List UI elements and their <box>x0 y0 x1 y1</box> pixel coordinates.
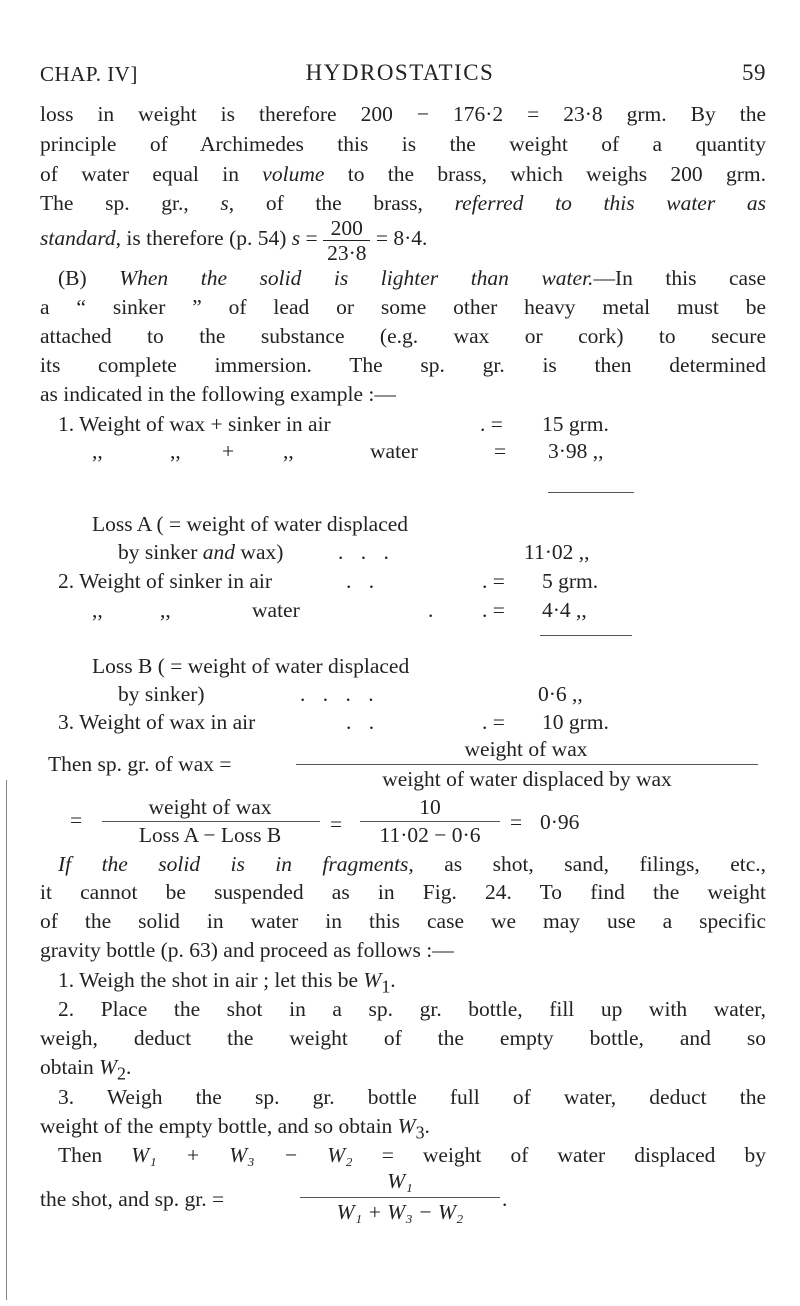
table-row-value: 15 grm. <box>542 412 609 436</box>
table-row-value: 11·02 ,, <box>524 540 590 564</box>
formula-numerator: W₁ <box>387 1169 413 1193</box>
formula-denominator: weight of water displaced by wax <box>382 767 672 791</box>
step-1: 1. Weigh the shot in air ; let this be $W_1$. <box>58 968 396 997</box>
period: . <box>502 1187 508 1211</box>
table-row-value: 4·4 ,, <box>542 598 587 622</box>
section-heading: (B) When the solid is lighter than water.—In this case <box>58 266 767 290</box>
table-row-value: 0·6 ,, <box>538 682 583 706</box>
page-edge <box>6 780 7 1300</box>
table-row-value: 5 grm. <box>542 569 599 593</box>
step-2-line-2: weigh, deduct the weight of the empty bottle, and so <box>40 1026 766 1050</box>
formula-denominator: Loss A − Loss B <box>138 823 282 847</box>
leader-dots: . . . <box>338 540 395 564</box>
ditto-mark: ,, <box>160 598 171 622</box>
text-line: attached to the substance (e.g. wax or cork) to secure <box>40 324 766 348</box>
text-line: as indicated in the following example :— <box>40 382 396 406</box>
table-row-value: 3·98 ,, <box>548 439 604 463</box>
text-line: its complete immersion. The sp. gr. is then determined <box>40 353 766 377</box>
equals-sign: = <box>510 810 523 834</box>
loss-a-line-2: by sinker and wax) <box>118 540 284 564</box>
table-row-eq: = <box>494 439 507 463</box>
sum-rule <box>540 635 632 636</box>
sum-rule <box>548 492 634 493</box>
result-line: Then W₁ + W₃ − W₂ = weight of water displaced by <box>58 1143 766 1167</box>
leader-dots: . . <box>346 710 381 734</box>
table-row-label: water <box>370 439 418 463</box>
text-line: it cannot be suspended as in Fig. 24. To find the weight <box>40 880 766 904</box>
formula-result: 0·96 <box>540 810 580 834</box>
loss-b-line-2: by sinker) <box>118 682 205 706</box>
loss-a-line-1: Loss A ( = weight of water displaced <box>92 512 409 536</box>
table-row-value: 10 grm. <box>542 710 609 734</box>
text-line: gravity bottle (p. 63) and proceed as follows :— <box>40 938 454 962</box>
table-row-label: water <box>252 598 300 622</box>
ditto-mark: ,, <box>92 598 103 622</box>
table-row-eq: . = <box>480 412 503 436</box>
equals-sign: = <box>330 812 343 836</box>
formula-numerator: 10 <box>419 795 441 819</box>
text-line: loss in weight is therefore 200 − 176·2 = 23·8 grm. By the <box>40 102 766 126</box>
text-line: The sp. gr., s, of the brass, referred to this water as <box>40 191 766 215</box>
formula-denominator: 11·02 − 0·6 <box>379 823 481 847</box>
equation-line: standard, is therefore (p. 54) s = $\frac{200}{23\cdot 8}$ = 8·4. <box>40 215 428 265</box>
formula-numerator: weight of wax <box>464 737 588 761</box>
text-line: of water equal in volume to the brass, which weighs 200 grm. <box>40 162 767 186</box>
formula-numerator: weight of wax <box>148 795 272 819</box>
table-row-eq: . = <box>482 598 505 622</box>
table-row-eq: . = <box>482 569 505 593</box>
table-row-label: 3. Weight of wax in air <box>58 710 256 734</box>
ditto-mark: ,, <box>170 439 181 463</box>
table-row-label: 1. Weight of wax + sinker in air <box>58 412 331 436</box>
ditto-mark: ,, <box>92 439 103 463</box>
chapter-label: CHAP. IV] <box>40 62 138 86</box>
text-line: of the solid in water in this case we may use a specific <box>40 909 766 933</box>
page-number: 59 <box>742 60 766 85</box>
final-formula-lead: the shot, and sp. gr. = <box>40 1187 225 1211</box>
ditto-mark: ,, <box>283 439 294 463</box>
step-3-line-2: weight of the empty bottle, and so obtain $W_3$. <box>40 1114 430 1143</box>
equals-sign: = <box>70 808 83 832</box>
step-2-line-1: 2. Place the shot in a sp. gr. bottle, fill up with water, <box>58 997 766 1021</box>
fraction: $\frac{200}{23\cdot 8}$ <box>323 216 370 265</box>
loss-b-line-1: Loss B ( = weight of water displaced <box>92 654 410 678</box>
formula-denominator: W₁ + W₃ − W₂ <box>336 1200 464 1224</box>
step-2-line-3: obtain $W_2$. <box>40 1055 132 1084</box>
text-line: principle of Archimedes this is the weight of a quantity <box>40 132 766 156</box>
fraction-bar <box>296 764 758 765</box>
leader-dots: . . . . <box>300 682 380 706</box>
step-3-line-1: 3. Weigh the sp. gr. bottle full of water, deduct the <box>58 1085 766 1109</box>
leader-dots: . . <box>346 569 381 593</box>
table-row-label: 2. Weight of sinker in air <box>58 569 273 593</box>
leader-dots: . <box>428 598 434 622</box>
text-line: If the solid is in fragments, as shot, sand, filings, etc., <box>58 852 767 876</box>
formula-lead: Then sp. gr. of wax = <box>48 752 232 776</box>
plus-sign: + <box>222 439 235 463</box>
fraction-bar <box>300 1197 500 1198</box>
text-line: a “ sinker ” of lead or some other heavy metal must be <box>40 295 766 319</box>
table-row-eq: . = <box>482 710 505 734</box>
running-title: HYDROSTATICS <box>305 60 495 85</box>
